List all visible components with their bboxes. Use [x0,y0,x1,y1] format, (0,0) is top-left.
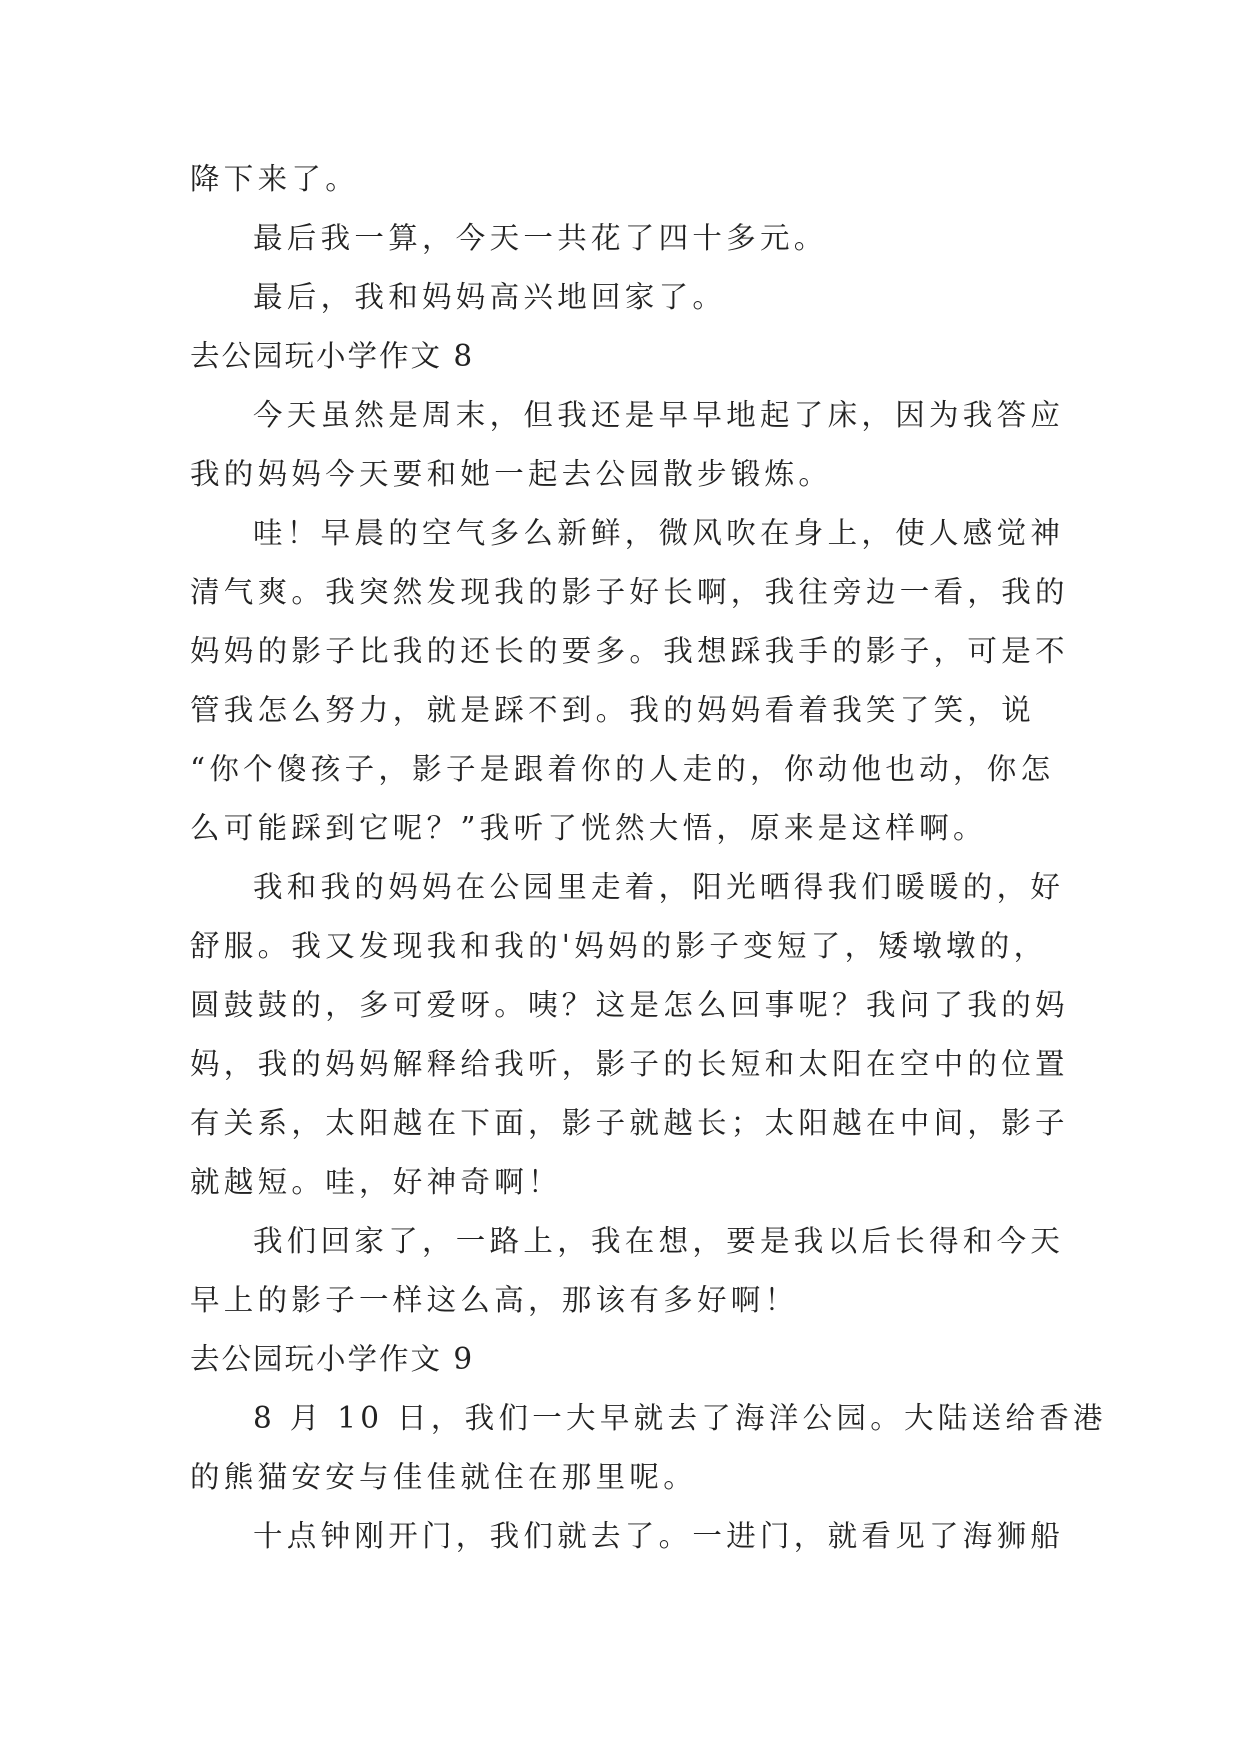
text-line: 早上的影子一样这么高，那该有多好啊！ [190,1283,799,1317]
document-body [190,150,1107,1566]
text-line: 舒服。我又发现我和我的'妈妈的影子变短了，矮墩墩的， [190,929,1048,963]
text-line: 降下来了。 [190,162,360,196]
text-line: 哇！早晨的空气多么新鲜，微风吹在身上，使人感觉神 [253,516,1065,550]
text-line: 8 月 10 日，我们一大早就去了海洋公园。大陆送给香港 [253,1401,1107,1435]
text-line: 管我怎么努力，就是踩不到。我的妈妈看着我笑了笑，说 [190,693,1036,727]
text-line: 十点钟刚开门，我们就去了。一进门，就看见了海狮船 [253,1519,1065,1553]
text-line: 妈，我的妈妈解释给我听，影子的长短和太阳在空中的位置 [190,1047,1069,1081]
text-line: 最后，我和妈妈高兴地回家了。 [253,280,727,314]
text-line: 么可能踩到它呢？”我听了恍然大悟，原来是这样啊。 [190,811,987,845]
text-line: 最后我一算，今天一共花了四十多元。 [253,221,828,255]
text-line: 有关系，太阳越在下面，影子就越长；太阳越在中间，影子 [190,1106,1069,1140]
section-heading: 去公园玩小学作文 9 [190,1342,475,1376]
text-line: 清气爽。我突然发现我的影子好长啊，我往旁边一看，我的 [190,575,1069,609]
text-line: 妈妈的影子比我的还长的要多。我想踩我手的影子，可是不 [190,634,1069,668]
text-line: 的熊猫安安与佳佳就住在那里呢。 [190,1460,698,1494]
text-line: “你个傻孩子，影子是跟着你的人走的，你动他也动，你怎 [190,752,1055,786]
section-heading: 去公园玩小学作文 8 [190,339,475,373]
text-line: 今天虽然是周末，但我还是早早地起了床，因为我答应 [253,398,1065,432]
text-line: 我的妈妈今天要和她一起去公园散步锻炼。 [190,457,833,491]
text-line: 就越短。哇，好神奇啊！ [190,1165,562,1199]
text-line: 我们回家了，一路上，我在想，要是我以后长得和今天 [253,1224,1065,1258]
text-line: 我和我的妈妈在公园里走着，阳光晒得我们暖暖的，好 [253,870,1065,904]
text-line: 圆鼓鼓的，多可爱呀。咦？这是怎么回事呢？我问了我的妈 [190,988,1069,1022]
